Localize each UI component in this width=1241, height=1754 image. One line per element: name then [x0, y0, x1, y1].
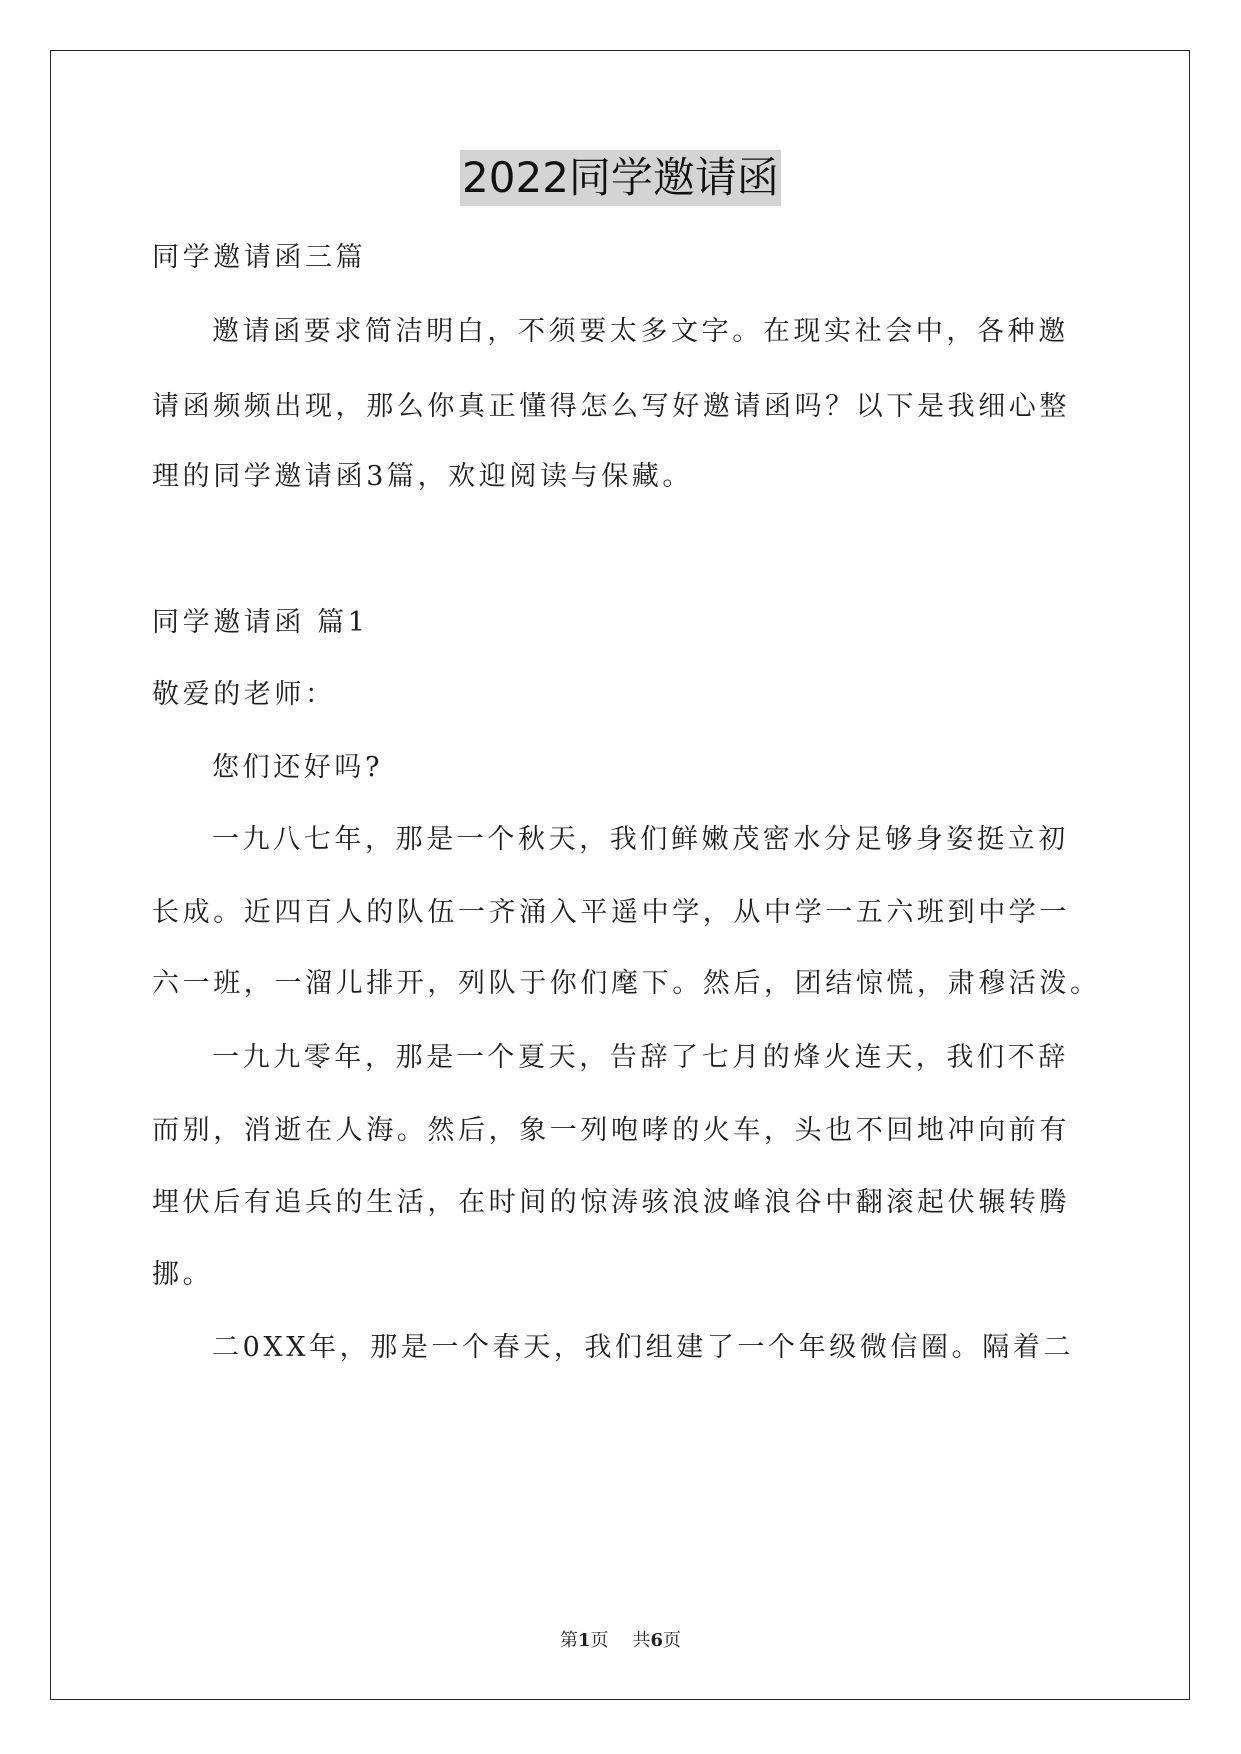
document-title: 2022同学邀请函 [460, 150, 781, 206]
page-border [50, 50, 1190, 1700]
paragraph1-line-2: 长成。近四百人的队伍一齐涌入平遥中学，从中学一五六班到中学一 [152, 897, 1070, 928]
greeting: 您们还好吗? [212, 752, 384, 783]
paragraph1-line-3: 六一班，一溜儿排开，列队于你们麾下。然后，团结惊慌，肃穆活泼。 [152, 968, 1101, 999]
paragraph3-line-1: 二0XX年，那是一个春天，我们组建了一个年级微信圈。隔着二 [212, 1332, 1075, 1363]
footer-total-pages: 6 [650, 1630, 664, 1651]
section-heading: 同学邀请函 篇1 [152, 607, 369, 638]
footer-total-suffix: 页 [663, 1630, 682, 1651]
paragraph2-line-1: 一九九零年，那是一个夏天，告辞了七月的烽火连天，我们不辞 [212, 1042, 1069, 1073]
footer-page-suffix: 页 [590, 1630, 609, 1651]
subtitle: 同学邀请函三篇 [152, 242, 367, 273]
paragraph2-line-3: 埋伏后有追兵的生活，在时间的惊涛骇浪波峰浪谷中翻滚起伏辗转腾 [152, 1187, 1070, 1218]
footer-prefix: 第 [559, 1630, 578, 1651]
paragraph1-line-1: 一九八七年，那是一个秋天，我们鲜嫩茂密水分足够身姿挺立初 [212, 824, 1069, 855]
intro-line-1: 邀请函要求简洁明白，不须要太多文字。在现实社会中，各种邀 [212, 316, 1069, 347]
paragraph2-line-2: 而别，消逝在人海。然后，象一列咆哮的火车，头也不回地冲向前有 [152, 1115, 1070, 1146]
footer-total-prefix: 共 [632, 1630, 651, 1651]
page-footer [0, 1626, 1241, 1652]
intro-line-2: 请函频频出现，那么你真正懂得怎么写好邀请函吗？以下是我细心整 [152, 391, 1070, 422]
title-container [0, 150, 1241, 206]
salutation: 敬爱的老师： [152, 679, 336, 710]
paragraph2-line-4: 挪。 [152, 1259, 214, 1290]
intro-line-3: 理的同学邀请函3篇，欢迎阅读与保藏。 [152, 461, 693, 492]
footer-page-number: 1 [577, 1630, 591, 1651]
